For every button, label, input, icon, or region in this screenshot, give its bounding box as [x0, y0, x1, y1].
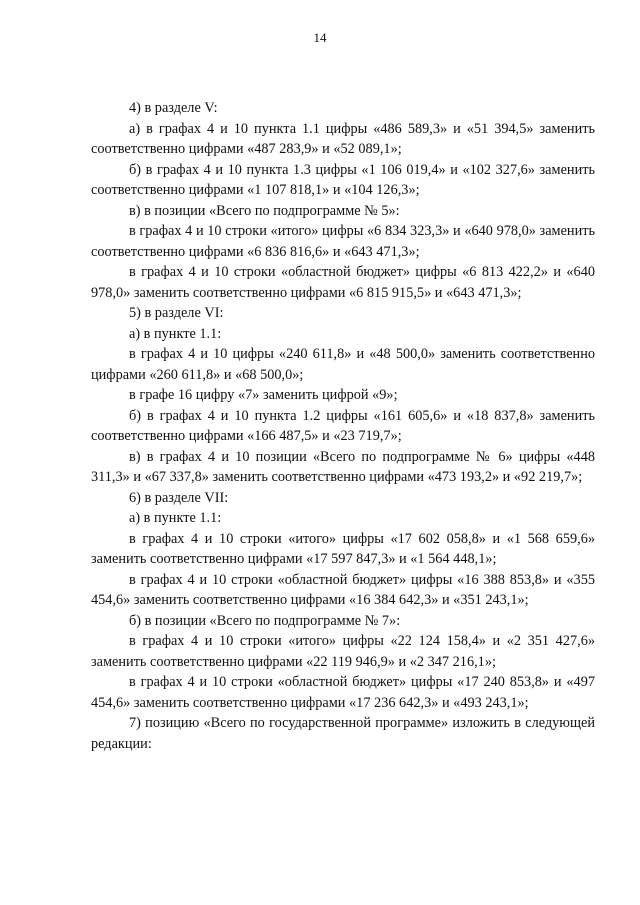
paragraph-section-6-heading: 5) в разделе VI:: [129, 305, 224, 321]
paragraph-7b-oblastnoy: в графах 4 и 10 строки «областной бюджет» цифры «17 240 853,8» и «497 454,6» заменить соответственно цифрами «17 236 642,3» и «493 243,1»;: [91, 674, 595, 711]
document-body: [91, 98, 595, 754]
paragraph-7a-oblastnoy: в графах 4 и 10 строки «областной бюджет» цифры «16 388 853,8» и «355 454,6» заменить соответственно цифрами «16 384 642,3» и «351 243,1»;: [91, 571, 595, 608]
paragraph-5v: в) в позиции «Всего по подпрограмме № 5»:: [129, 202, 400, 219]
paragraph-section-7-heading: 6) в разделе VII:: [129, 489, 229, 506]
paragraph-section-5-heading: 4) в разделе V:: [129, 100, 218, 116]
paragraph-item-7: 7) позицию «Всего по государственной программе» изложить в следующей редакции:: [91, 715, 595, 752]
paragraph-7b: б) в позиции «Всего по подпрограмме № 7»:: [129, 612, 401, 629]
paragraph-6v: в) в графах 4 и 10 позиции «Всего по подпрограмме № 6» цифры «448 311,3» и «67 337,8» заменить соответственно цифрами «473 193,2» и «92 219,7»;: [91, 448, 595, 485]
paragraph-5v-itogo: в графах 4 и 10 строки «итого» цифры «6 834 323,3» и «640 978,0» заменить соответственно цифрами «6 836 816,6» и «643 471,3»;: [91, 223, 595, 260]
page-number: 14: [313, 30, 327, 45]
paragraph-6a: а) в пункте 1.1:: [129, 325, 222, 342]
paragraph-7a-itogo: в графах 4 и 10 строки «итого» цифры «17 602 058,8» и «1 568 659,6» заменить соответственно цифрами «17 597 847,3» и «1 564 448,1»;: [91, 530, 595, 567]
paragraph-6b: б) в графах 4 и 10 пункта 1.2 цифры «161 605,6» и «18 837,8» заменить соответственно цифрами «166 487,5» и «23 719,7»;: [91, 407, 595, 444]
paragraph-7b-itogo: в графах 4 и 10 строки «итого» цифры «22 124 158,4» и «2 351 427,6» заменить соответственно цифрами «22 119 946,9» и «2 347 216,1»;: [91, 633, 595, 670]
paragraph-5a: а) в графах 4 и 10 пункта 1.1 цифры «486 589,3» и «51 394,5» заменить соответственно цифрами «487 283,9» и «52 089,1»;: [91, 120, 595, 157]
paragraph-7a: а) в пункте 1.1:: [129, 510, 222, 526]
paragraph-5v-oblastnoy: в графах 4 и 10 строки «областной бюджет» цифры «6 813 422,2» и «640 978,0» заменить соответственно цифрами «6 815 915,5» и «643 471,3»;: [91, 264, 595, 301]
paragraph-6a-columns: в графах 4 и 10 цифры «240 611,8» и «48 500,0» заменить соответственно цифрами «260 611,8» и «68 500,0»;: [91, 346, 595, 383]
paragraph-5b: б) в графах 4 и 10 пункта 1.3 цифры «1 106 019,4» и «102 327,6» заменить соответственно цифрами «1 107 818,1» и «104 126,3»;: [91, 161, 595, 198]
paragraph-6a-column-16: в графе 16 цифру «7» заменить цифрой «9»;: [129, 387, 398, 403]
